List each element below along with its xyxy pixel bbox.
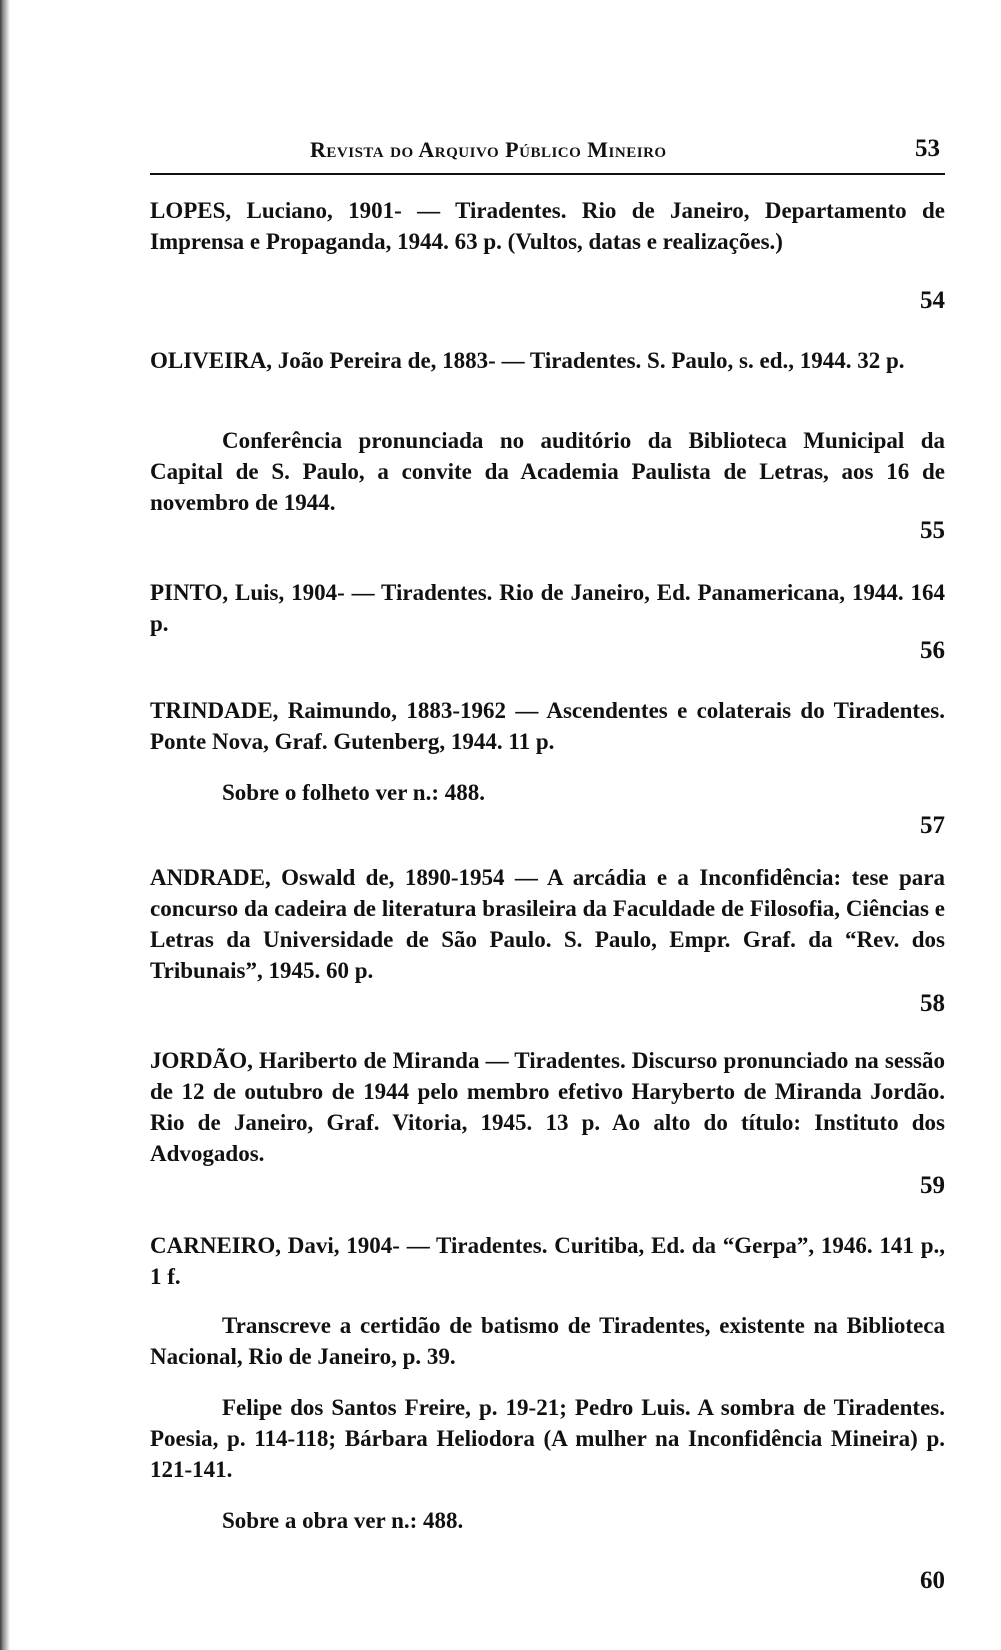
entry-citation: LOPES, Luciano, 1901- — Tiradentes. Rio de Janeiro, Departamento de Imprensa e Propaganda, 1944. 63 p. (Vultos, datas e realizações.) [150,198,945,254]
bibliography-entry [150,1230,945,1292]
entry-note: Conferência pronunciada no auditório da Biblioteca Municipal da Capital de S. Paulo, a convite da Academia Paulista de Letras, aos 16 de novembro de 1944. [150,428,945,515]
entry-citation: ANDRADE, Oswald de, 1890-1954 — A arcádia e a Inconfidência: tese para concurso da cadeira de literatura brasileira da Faculdade de Filosofia, Ciências e Letras da Universidade de São Paulo. S. Paulo, Empr. Graf. da “Rev. dos Tribunais”, 1945. 60 p. [150,865,945,983]
page-number: 53 [915,135,940,162]
entry-citation: JORDÃO, Hariberto de Miranda — Tiradentes. Discurso pronunciado na sessão de 12 de outubro de 1944 pelo membro efetivo Haryberto de Miranda Jordão. Rio de Janeiro, Graf. Vitoria, 1945. 13 p. Ao alto do título: Instituto dos Advogados. [150,1048,945,1166]
entry-note: Transcreve a certidão de batismo de Tiradentes, existente na Biblioteca Nacional, Rio de Janeiro, p. 39. [150,1313,945,1369]
bibliography-entry [150,577,945,639]
entry-note: Sobre a obra ver n.: 488. [222,1508,464,1533]
running-head [150,133,945,175]
journal-title: Revista do Arquivo Público Mineiro [310,137,667,162]
entry-number: 57 [920,812,945,839]
entry-note-block [150,1310,945,1372]
bibliography-entry [150,1045,945,1169]
entry-number: 55 [920,517,945,544]
entry-citation: PINTO, Luis, 1904- — Tiradentes. Rio de Janeiro, Ed. Panamericana, 1944. 164 p. [150,580,945,636]
entry-citation: OLIVEIRA, João Pereira de, 1883- — Tiradentes. S. Paulo, s. ed., 1944. 32 p. [150,348,905,373]
entry-number: 54 [920,287,945,314]
entry-note-block [150,1505,945,1536]
bibliography-entry [150,195,945,257]
entry-note-block [150,425,945,518]
bibliography-entry [150,345,945,376]
entry-number: 60 [920,1567,945,1594]
entry-note-block [150,777,945,808]
entry-citation: TRINDADE, Raimundo, 1883-1962 — Ascendentes e colaterais do Tiradentes. Ponte Nova, Graf. Gutenberg, 1944. 11 p. [150,698,945,754]
entry-note: Sobre o folheto ver n.: 488. [222,780,485,805]
entry-number: 58 [920,990,945,1017]
scan-edge [0,0,10,1650]
bibliography-entry [150,695,945,757]
entry-note: Felipe dos Santos Freire, p. 19-21; Pedro Luis. A sombra de Tiradentes. Poesia, p. 114-118; Bárbara Heliodora (A mulher na Inconfidência Mineira) p. 121-141. [150,1395,945,1482]
entry-note-block [150,1392,945,1485]
book-page [150,0,945,1650]
entry-number: 59 [920,1172,945,1199]
entry-number: 56 [920,637,945,664]
bibliography-entry [150,862,945,986]
entry-citation: CARNEIRO, Davi, 1904- — Tiradentes. Curitiba, Ed. da “Gerpa”, 1946. 141 p., 1 f. [150,1233,945,1289]
